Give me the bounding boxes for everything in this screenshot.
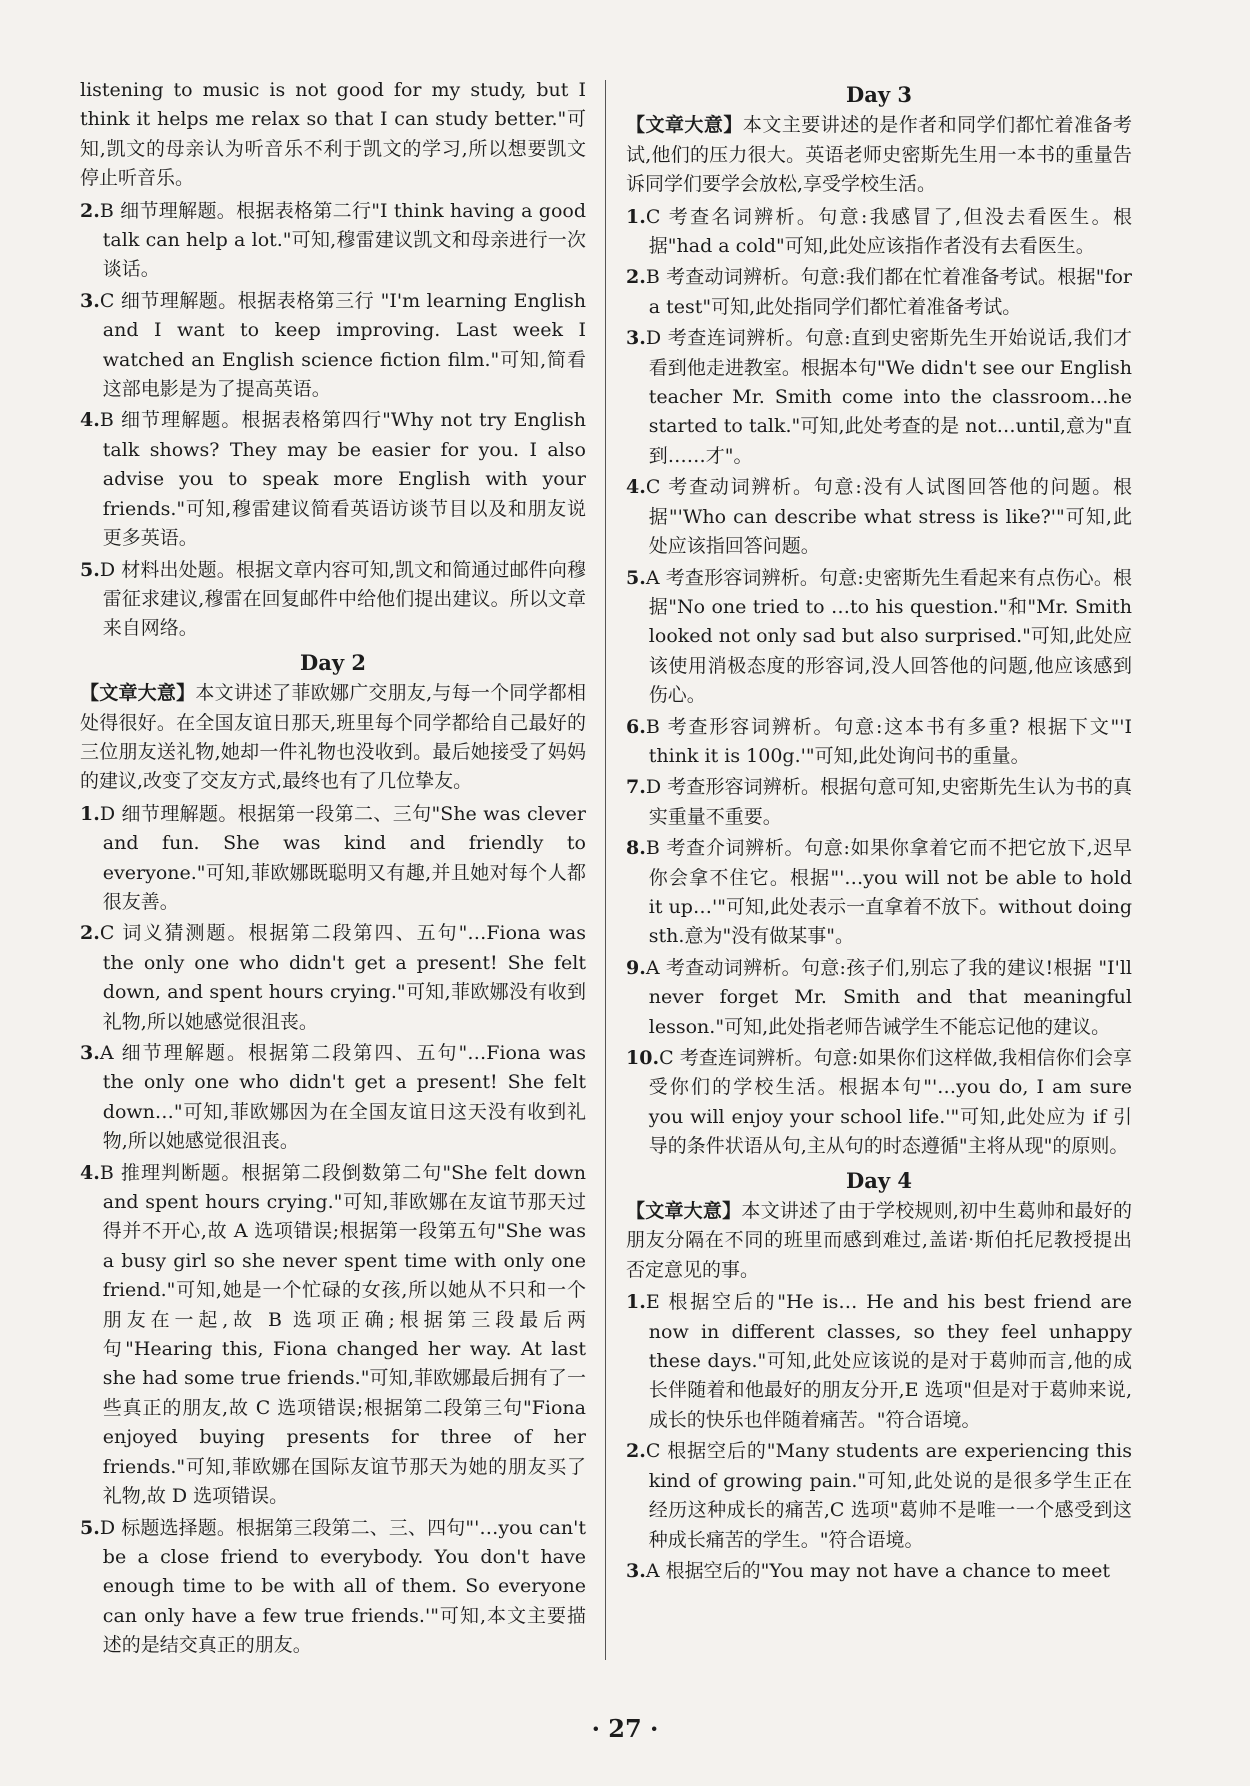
article-summary (80, 679, 586, 797)
answer-number: 10. (626, 1047, 660, 1069)
answer-number: 2. (80, 199, 100, 222)
summary-tag: 【文章大意】 (80, 682, 196, 705)
answer-text: D 考查连词辨析。句意:直到史密斯先生开始说话,我们才看到他走进教室。根据本句"We didn't see our English teacher Mr. Smith come into the classroom…he started to talk."可知,此处考查的是 not…until,意为"直到……才"。 (645, 327, 1132, 467)
answer-number: 4. (80, 1161, 100, 1184)
answer-item (80, 1159, 586, 1512)
answer-number: 3. (626, 327, 646, 350)
article-summary (626, 1197, 1132, 1285)
answer-item (626, 473, 1132, 561)
answer-number: 5. (80, 1516, 100, 1539)
answer-text: C 考查名词辨析。句意:我感冒了,但没去看医生。根据"had a cold"可知,此处应该指作者没有去看医生。 (645, 205, 1132, 258)
answer-text: E 根据空后的"He is… He and his best friend are now in different classes, so they feel unhappy these days."可知,此处应该说的是对于葛帅而言,他的成长伴随着和他最好的朋友分开,E 选项"但是对于葛帅来说,成长的快乐也伴随着痛苦。"符合语境。 (645, 1291, 1132, 1431)
answer-text: B 细节理解题。根据表格第四行"Why not try English talk shows? They may be easier for you. I also advise you to speak more English with your friends."可知,穆雷建议简看英语访谈节目以及和朋友说更多英语。 (99, 409, 586, 550)
summary-text: 本文讲述了由于学校规则,初中生葛帅和最好的朋友分隔在不同的班里而感到难过,盖诺·斯伯托尼教授提出否定意见的事。 (626, 1200, 1132, 1281)
answer-item (80, 1039, 586, 1157)
answer-number: 3. (626, 1559, 646, 1582)
answer-number: 6. (626, 715, 646, 738)
answer-text: C 考查动词辨析。句意:没有人试图回答他的问题。根据"'Who can describe what stress is like?'"可知,此处应该指回答问题。 (645, 476, 1132, 558)
summary-text: 本文主要讲述的是作者和同学们都忙着准备考试,他们的压力很大。英语老师史密斯先生用一本书的重量告诉同学们要学会放松,享受学校生活。 (626, 114, 1132, 196)
answer-text: B 考查动词辨析。句意:我们都在忙着准备考试。根据"for a test"可知,此处指同学们都忙着准备考试。 (645, 266, 1132, 318)
answer-text: C 词义猜测题。根据第二段第四、五句"…Fiona was the only one who didn't get a present! She felt down, and spent hours crying."可知,菲欧娜没有收到礼物,所以她感觉很沮丧。 (99, 922, 586, 1033)
answer-text: C 考查连词辨析。句意:如果你们这样做,我相信你们会享受你们的学校生活。根据本句"'…you do, I am sure you will enjoy your school life.'"可知,此处应为 if 引导的条件状语从句,主从句的时态遵循"主将从现"的原则。 (648, 1047, 1132, 1158)
answer-item (626, 954, 1132, 1042)
answer-item (80, 800, 586, 918)
answer-number: 7. (626, 776, 646, 799)
answer-text: D 标题选择题。根据第三段第二、三、四句"'…you can't be a close friend to everybody. You don't have enough time to be with all of them. So everyone can only have a few true friends.'"可知,本文主要描述的是结交真正的朋友。 (99, 1516, 586, 1657)
answer-item (80, 287, 586, 405)
summary-tag: 【文章大意】 (626, 114, 743, 137)
answer-text: B 考查介词辨析。句意:如果你拿着它而不把它放下,迟早你会拿不住它。根据"'…you will not be able to hold it up…'"可知,此处表示一直拿着不放下。without doing sth.意为"没有做某事"。 (645, 837, 1132, 948)
answer-text: C 根据空后的"Many students are experiencing this kind of growing pain."可知,此处说的是很多学生正在经历这种成长的痛苦,C 选项"葛帅不是唯一一个感受到这种成长痛苦的学生。"符合语境。 (645, 1440, 1132, 1551)
answer-item (80, 1514, 586, 1661)
answer-item (626, 834, 1132, 952)
answer-number: 4. (626, 476, 646, 499)
day-heading: Day 4 (846, 1167, 912, 1193)
page-number: · 27 · (591, 1714, 659, 1743)
answer-item (80, 919, 586, 1037)
answer-text: D 材料出处题。根据文章内容可知,凯文和简通过邮件向穆雷征求建议,穆雷在回复邮件中给他们提出建议。所以文章来自网络。 (99, 558, 586, 640)
article-summary (626, 111, 1132, 199)
answer-item (626, 263, 1132, 322)
answer-text: D 考查形容词辨析。根据句意可知,史密斯先生认为书的真实重量不重要。 (645, 776, 1132, 828)
answer-number: 2. (626, 266, 646, 289)
day3-answers (626, 203, 1132, 1162)
column-divider (605, 80, 606, 1660)
answer-number: 1. (626, 1291, 646, 1314)
answer-text: C 细节理解题。根据表格第三行 "I'm learning English and I want to keep improving. Last week I watched an English science fiction film."可知,简看这部电影是为了提高英语。 (99, 289, 586, 401)
answer-number: 9. (626, 956, 646, 979)
answer-item (626, 1288, 1132, 1435)
answer-item (626, 564, 1132, 711)
answer-text: B 细节理解题。根据表格第二行"I think having a good talk can help a lot."可知,穆雷建议凯文和母亲进行一次谈话。 (99, 199, 586, 281)
answer-text: B 推理判断题。根据第二段倒数第二句"She felt down and spent hours crying."可知,菲欧娜在友谊节那天过得并不开心,故 A 选项错误;根据第一段第五句"She was a busy girl so she never spent time with only one friend."可知,她是一个忙碌的女孩,所以她从不只和一个朋友在一起,故 B 选项正确;根据第三段最后两句"Hearing this, Fiona changed her way. At last she had some true friends."可知,菲欧娜最后拥有了一些真正的朋友,故 C 选项错误;根据第二段第三句"Fiona enjoyed buying presents for three of her friends."可知,菲欧娜在国际友谊节那天为她的朋友买了礼物,故 D 选项错误。 (99, 1161, 586, 1508)
summary-tag: 【文章大意】 (626, 1200, 742, 1223)
answer-item (626, 1437, 1132, 1555)
day1-answers (80, 197, 586, 644)
answer-item (626, 324, 1132, 471)
answer-number: 1. (626, 205, 646, 228)
answer-number: 5. (626, 566, 646, 589)
answer-number: 4. (80, 409, 100, 432)
answer-item (626, 1557, 1132, 1586)
answer-text: A 考查动词辨析。句意:孩子们,别忘了我的建议!根据 "I'll never forget Mr. Smith and that meaningful lesson."可知,此处指老师告诫学生不能忘记他的建议。 (645, 956, 1132, 1038)
answer-item (626, 1044, 1132, 1162)
day-heading: Day 3 (846, 82, 912, 107)
answer-number: 2. (80, 922, 100, 945)
answer-item (80, 197, 586, 285)
answer-item (626, 713, 1132, 772)
answer-number: 1. (80, 802, 100, 825)
answer-number: 3. (80, 289, 100, 312)
answer-number: 2. (626, 1440, 646, 1463)
answer-number: 8. (626, 837, 646, 860)
answer-text: A 考查形容词辨析。句意:史密斯先生看起来有点伤心。根据"No one tried to …to his question."和"Mr. Smith looked not only sad but also surprised."可知,此处应该使用消极态度的形容词,没人回答他的问题,他应该感到伤心。 (645, 566, 1132, 707)
intro-continuation: listening to music is not good for my study, but I think it helps me relax so that I can study better."可知,凯文的母亲认为听音乐不利于凯文的学习,所以想要凯文停止听音乐。 (80, 79, 586, 190)
day2-answers (80, 800, 586, 1661)
answer-number: 5. (80, 558, 100, 581)
day4-answers (626, 1288, 1132, 1586)
summary-text: 本文讲述了菲欧娜广交朋友,与每一个同学都相处得很好。在全国友谊日那天,班里每个同学都给自己最好的三位朋友送礼物,她却一件礼物也没收到。最后她接受了妈妈的建议,改变了交友方式,最终也有了几位挚友。 (80, 682, 586, 793)
answer-item (626, 773, 1132, 832)
answer-number: 3. (80, 1042, 100, 1064)
answer-text: A 根据空后的"You may not have a chance to meet (645, 1559, 1110, 1582)
answer-item (626, 203, 1132, 262)
left-column (80, 76, 586, 1663)
day-heading: Day 2 (300, 649, 366, 675)
answer-text: B 考查形容词辨析。句意:这本书有多重? 根据下文"'I think it is 100g.'"可知,此处询问书的重量。 (645, 715, 1132, 767)
right-column (626, 76, 1132, 1588)
answer-text: D 细节理解题。根据第一段第二、三句"She was clever and fun. She was kind and friendly to everyone."可知,菲欧娜既聪明又有趣,并且她对每个人都很友善。 (99, 802, 586, 913)
answer-item (80, 406, 586, 553)
answer-item (80, 556, 586, 644)
answer-text: A 细节理解题。根据第二段第四、五句"…Fiona was the only one who didn't get a present! She felt down…"可知,菲欧娜因为在全国友谊日这天没有收到礼物,所以她感觉很沮丧。 (99, 1042, 586, 1153)
